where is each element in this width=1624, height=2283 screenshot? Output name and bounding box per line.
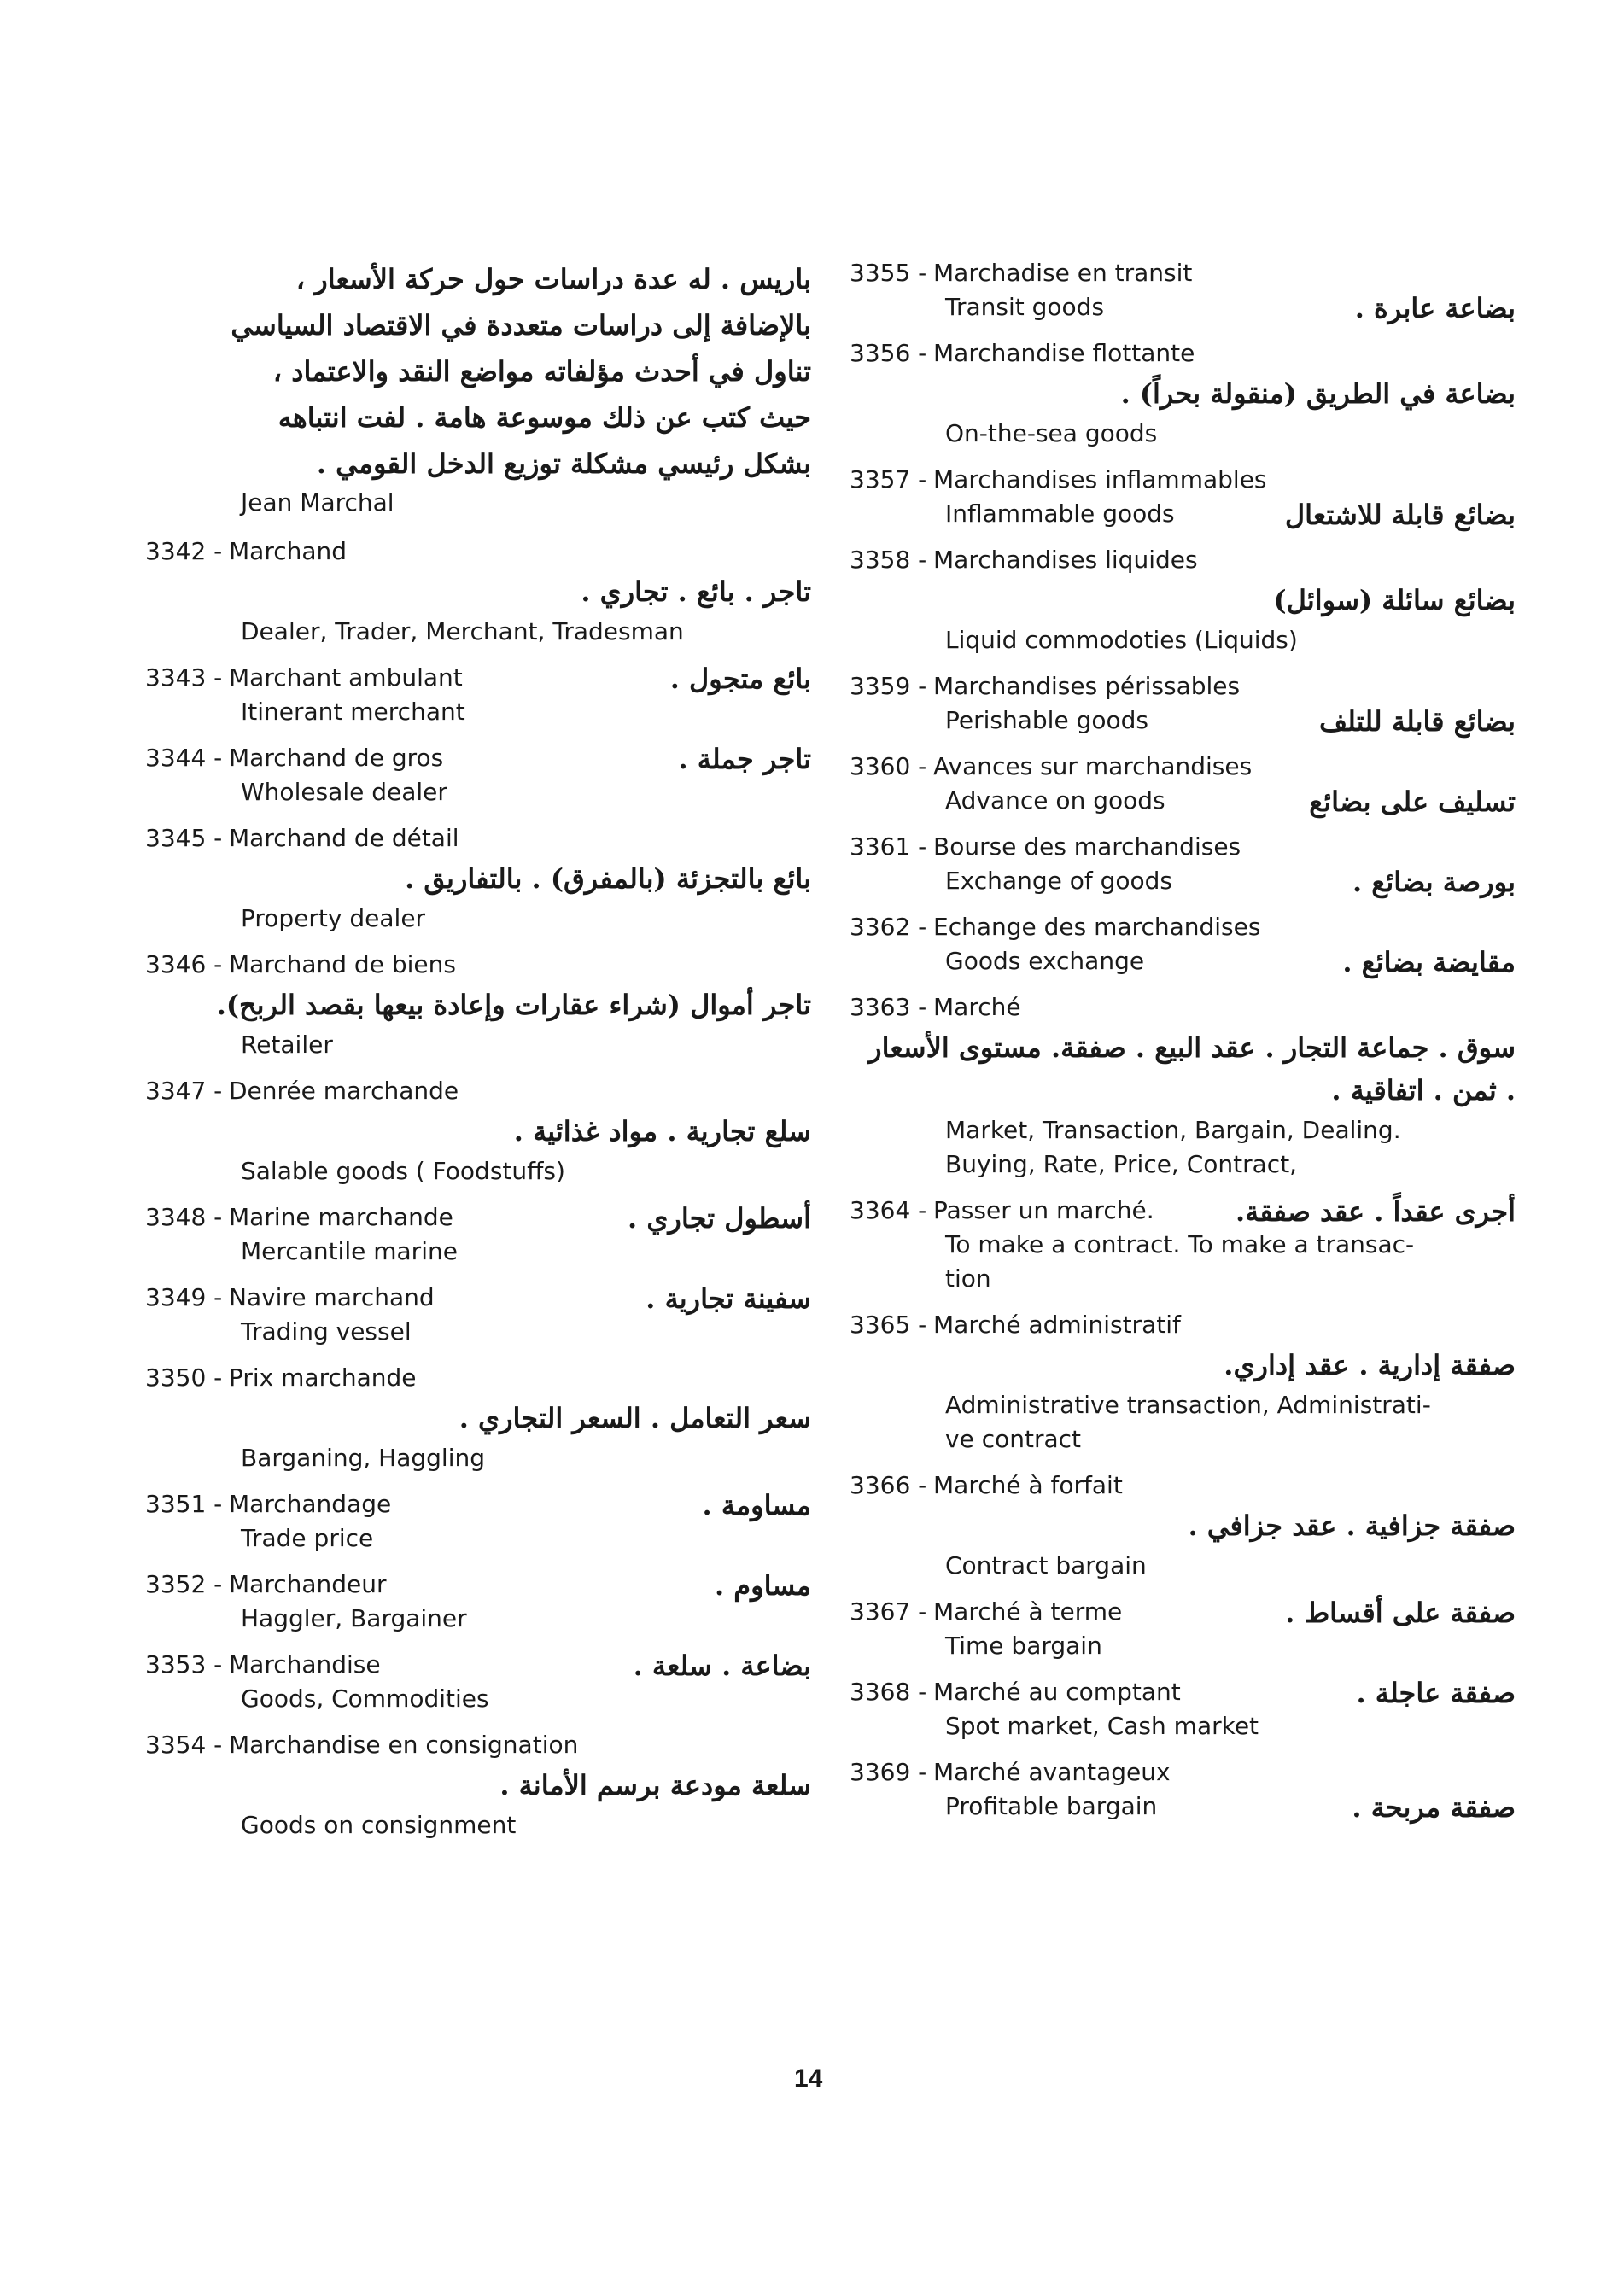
glossary-entry	[850, 1308, 1516, 1457]
entry-number: 3343 -	[145, 663, 223, 692]
arabic-translation: بائع متجول .	[669, 663, 811, 695]
glossary-entry	[850, 1595, 1516, 1663]
arabic-translation: بضائع قابلة للاشتعال	[1284, 499, 1516, 531]
english-translation: Liquid commodoties (Liquids)	[945, 626, 1298, 654]
entry-number: 3347 -	[145, 1077, 223, 1105]
glossary-entry	[145, 534, 811, 649]
entry-head	[850, 830, 1516, 864]
intro-line: تناول في أحدث مؤلفاته مواضع النقد والاعتماد ،	[272, 355, 811, 388]
english-translation: Goods, Commodities	[241, 1685, 489, 1713]
arabic-translation: تاجر جملة .	[678, 743, 811, 775]
intro-line: بشكل رئيسي مشكلة توزيع الدخل القومي .	[316, 447, 811, 480]
entry-number: 3361 -	[850, 832, 927, 861]
entry-head	[850, 990, 1516, 1025]
glossary-entry	[850, 669, 1516, 738]
arabic-translation: سلع تجارية . مواد غذائية .	[513, 1115, 811, 1147]
french-term: Marchand de détail	[229, 824, 459, 852]
intro-line: باريس . له عدة دراسات حول حركة الأسعار ،	[295, 263, 811, 295]
english-translation: ve contract	[945, 1425, 1081, 1453]
french-term: Marchandeur	[229, 1570, 387, 1598]
arabic-translation: بورصة بضائع .	[1352, 866, 1516, 898]
english-translation: Contract bargain	[945, 1551, 1147, 1579]
entry-head	[145, 821, 811, 855]
entry-number: 3357 -	[850, 465, 927, 493]
english-translation: Time bargain	[945, 1632, 1102, 1660]
english-translation: Retailer	[241, 1031, 333, 1059]
glossary-entry	[145, 1568, 811, 1636]
entry-number: 3348 -	[145, 1203, 223, 1231]
arabic-translation: مساوم .	[715, 1569, 811, 1602]
entry-number: 3364 -	[850, 1196, 927, 1224]
entry-head	[145, 1361, 811, 1395]
english-translation	[850, 1790, 1516, 1824]
french-term: Marchandise	[229, 1650, 381, 1679]
entry-number: 3350 -	[145, 1363, 223, 1392]
intro-biography	[145, 256, 811, 519]
english-translation: Market, Transaction, Bargain, Dealing.	[945, 1116, 1401, 1144]
english-translation	[850, 497, 1516, 531]
arabic-translation: سلعة مودعة برسم الأمانة .	[499, 1769, 811, 1801]
english-translation	[850, 290, 1516, 324]
english-translation	[850, 784, 1516, 818]
english-translation: tion	[945, 1264, 991, 1293]
french-term: Denrée marchande	[229, 1077, 459, 1105]
glossary-entry	[850, 256, 1516, 324]
arabic-translation: تاجر أموال (شراء عقارات وإعادة بيعها بقصد الربح).	[216, 989, 811, 1021]
entry-head	[850, 1308, 1516, 1342]
entry-number: 3360 -	[850, 752, 927, 780]
entry-number: 3365 -	[850, 1311, 927, 1339]
arabic-translation: صفقة عاجلة .	[1356, 1677, 1516, 1709]
arabic-translation: صفقة جزافية . عقد جزافي .	[1188, 1509, 1516, 1542]
english-text: Exchange of goods	[945, 867, 1172, 895]
entry-number: 3355 -	[850, 259, 927, 287]
french-term: Marchadise en transit	[933, 259, 1193, 287]
english-translation: Wholesale dealer	[241, 778, 447, 806]
english-translation: Trade price	[241, 1524, 374, 1552]
entry-head	[850, 910, 1516, 944]
entry-head	[850, 256, 1516, 290]
arabic-translation: سوق . جماعة التجار . عقد البيع . صفقة. مستوى الأسعار . ثمن . اتفاقية .	[868, 1031, 1516, 1106]
french-term: Marchandage	[229, 1490, 392, 1518]
entry-head	[850, 463, 1516, 497]
arabic-translation: صفقة مربحة .	[1352, 1791, 1516, 1824]
glossary-entry	[145, 1487, 811, 1556]
glossary-entry	[850, 910, 1516, 978]
english-translation: Haggler, Bargainer	[241, 1604, 467, 1632]
english-translation: Spot market, Cash market	[945, 1712, 1259, 1740]
english-text: Advance on goods	[945, 786, 1165, 815]
french-term: Marchand de biens	[229, 950, 456, 978]
english-translation: Itinerant merchant	[241, 698, 465, 726]
entry-head	[145, 1074, 811, 1108]
french-term: Marine marchande	[229, 1203, 453, 1231]
glossary-entry	[850, 750, 1516, 818]
arabic-translation: مساومة .	[702, 1489, 811, 1521]
glossary-entry	[850, 990, 1516, 1182]
english-translation: Property dealer	[241, 904, 426, 932]
glossary-entry	[850, 1675, 1516, 1743]
entry-number: 3352 -	[145, 1570, 223, 1598]
entry-number: 3368 -	[850, 1678, 927, 1706]
entry-head	[850, 543, 1516, 577]
intro-line: حيث كتب عن ذلك موسوعة هامة . لفت انتباهه	[277, 401, 811, 434]
entry-number: 3359 -	[850, 672, 927, 700]
glossary-entry	[145, 1648, 811, 1716]
entry-number: 3344 -	[145, 744, 223, 772]
entry-head	[850, 1755, 1516, 1790]
english-text: Transit goods	[945, 293, 1105, 321]
arabic-translation: سفينة تجارية .	[646, 1282, 811, 1315]
entry-number: 3353 -	[145, 1650, 223, 1679]
english-text: Goods exchange	[945, 947, 1145, 975]
entry-number: 3351 -	[145, 1490, 223, 1518]
glossary-entry	[850, 830, 1516, 898]
arabic-translation: بائع بالتجزئة (بالمفرق) . بالتفاريق .	[405, 862, 811, 895]
glossary-entry	[850, 336, 1516, 451]
arabic-translation: سعر التعامل . السعر التجاري .	[459, 1402, 811, 1434]
entry-number: 3356 -	[850, 339, 927, 367]
right-column	[850, 256, 1516, 1836]
arabic-translation: بضاعة عابرة .	[1354, 292, 1516, 324]
glossary-entry	[145, 821, 811, 936]
french-term: Bourse des marchandises	[933, 832, 1241, 861]
english-translation: On-the-sea goods	[945, 419, 1158, 447]
entry-head	[850, 669, 1516, 704]
glossary-entry	[850, 463, 1516, 531]
entry-head	[850, 1468, 1516, 1503]
english-translation: Buying, Rate, Price, Contract,	[945, 1150, 1298, 1178]
english-translation	[850, 944, 1516, 978]
glossary-entry	[145, 948, 811, 1062]
page-number: 14	[794, 2064, 823, 2093]
english-translation: Mercantile marine	[241, 1237, 458, 1265]
intro-line: بالإضافة إلى دراسات متعددة في الاقتصاد السياسي	[231, 309, 811, 342]
entry-number: 3342 -	[145, 537, 223, 565]
french-term: Marchandise en consignation	[229, 1731, 579, 1759]
arabic-translation: بضاعة في الطريق (منقولة بحراً) .	[1120, 377, 1516, 410]
left-column	[145, 256, 811, 1854]
french-term: Marchand de gros	[229, 744, 444, 772]
entry-number: 3346 -	[145, 950, 223, 978]
glossary-entry	[145, 1281, 811, 1349]
french-term: Marché au comptant	[933, 1678, 1181, 1706]
arabic-translation: بضاعة . سلعة .	[633, 1649, 811, 1682]
arabic-translation: أجرى عقداً . عقد صفقة.	[1236, 1195, 1516, 1228]
french-term: Marché à forfait	[933, 1471, 1123, 1499]
french-term: Marchant ambulant	[229, 663, 463, 692]
arabic-translation: صفقة إدارية . عقد إداري.	[1224, 1349, 1516, 1381]
english-translation	[850, 704, 1516, 738]
glossary-entry	[145, 1728, 811, 1842]
english-translation: Goods on consignment	[241, 1811, 517, 1839]
english-translation	[850, 864, 1516, 898]
french-term: Marchand	[229, 537, 348, 565]
glossary-entry	[145, 741, 811, 809]
arabic-translation: بضائع قابلة للتلف	[1318, 705, 1516, 738]
english-text: Inflammable goods	[945, 499, 1175, 528]
english-translation: To make a contract. To make a transac-	[945, 1230, 1415, 1258]
english-translation: Trading vessel	[241, 1317, 412, 1346]
french-term: Passer un marché.	[933, 1196, 1154, 1224]
intro-name: Jean Marchal	[241, 488, 394, 517]
arabic-translation: تاجر . بائع . تجاري .	[581, 575, 811, 608]
french-term: Avances sur marchandises	[933, 752, 1253, 780]
french-term: Prix marchande	[229, 1363, 417, 1392]
glossary-entry	[145, 1074, 811, 1188]
french-term: Marchandise flottante	[933, 339, 1195, 367]
english-translation: Administrative transaction, Administrati-	[945, 1391, 1431, 1419]
english-text: Profitable bargain	[945, 1792, 1158, 1820]
french-term: Marchandises liquides	[933, 546, 1198, 574]
french-term: Navire marchand	[229, 1283, 435, 1311]
glossary-entry	[145, 1200, 811, 1269]
french-term: Marché administratif	[933, 1311, 1181, 1339]
english-text: Perishable goods	[945, 706, 1148, 734]
entry-head	[850, 750, 1516, 784]
glossary-entry	[145, 661, 811, 729]
entry-head	[145, 534, 811, 569]
entry-number: 3349 -	[145, 1283, 223, 1311]
entry-head	[850, 336, 1516, 371]
french-term: Marché	[933, 993, 1021, 1021]
glossary-entry	[850, 543, 1516, 657]
french-term: Echange des marchandises	[933, 913, 1261, 941]
arabic-translation: صفقة على أقساط .	[1285, 1597, 1516, 1629]
english-translation: Barganing, Haggling	[241, 1444, 486, 1472]
french-term: Marché avantageux	[933, 1758, 1171, 1786]
entry-number: 3366 -	[850, 1471, 927, 1499]
french-term: Marché à terme	[933, 1597, 1123, 1626]
glossary-entry	[145, 1361, 811, 1475]
entry-number: 3367 -	[850, 1597, 927, 1626]
glossary-entry	[850, 1194, 1516, 1296]
entry-number: 3369 -	[850, 1758, 927, 1786]
entry-head	[145, 948, 811, 982]
english-translation: Salable goods ( Foodstuffs)	[241, 1157, 565, 1185]
glossary-entry	[850, 1468, 1516, 1583]
entry-number: 3362 -	[850, 913, 927, 941]
english-translation: Dealer, Trader, Merchant, Tradesman	[241, 617, 684, 645]
entry-head	[145, 1728, 811, 1762]
arabic-translation: تسليف على بضائع	[1309, 785, 1516, 818]
left-entries	[145, 534, 811, 1842]
arabic-translation: مقايضة بضائع .	[1342, 946, 1516, 978]
french-term: Marchandises périssables	[933, 672, 1241, 700]
arabic-translation: أسطول تجاري .	[628, 1202, 811, 1235]
entry-number: 3345 -	[145, 824, 223, 852]
entry-number: 3354 -	[145, 1731, 223, 1759]
entry-number: 3363 -	[850, 993, 927, 1021]
arabic-translation: بضائع سائلة (سوائل)	[1273, 584, 1516, 616]
french-term: Marchandises inflammables	[933, 465, 1267, 493]
entry-head	[145, 1568, 811, 1602]
right-entries	[850, 256, 1516, 1824]
entry-number: 3358 -	[850, 546, 927, 574]
glossary-entry	[850, 1755, 1516, 1824]
